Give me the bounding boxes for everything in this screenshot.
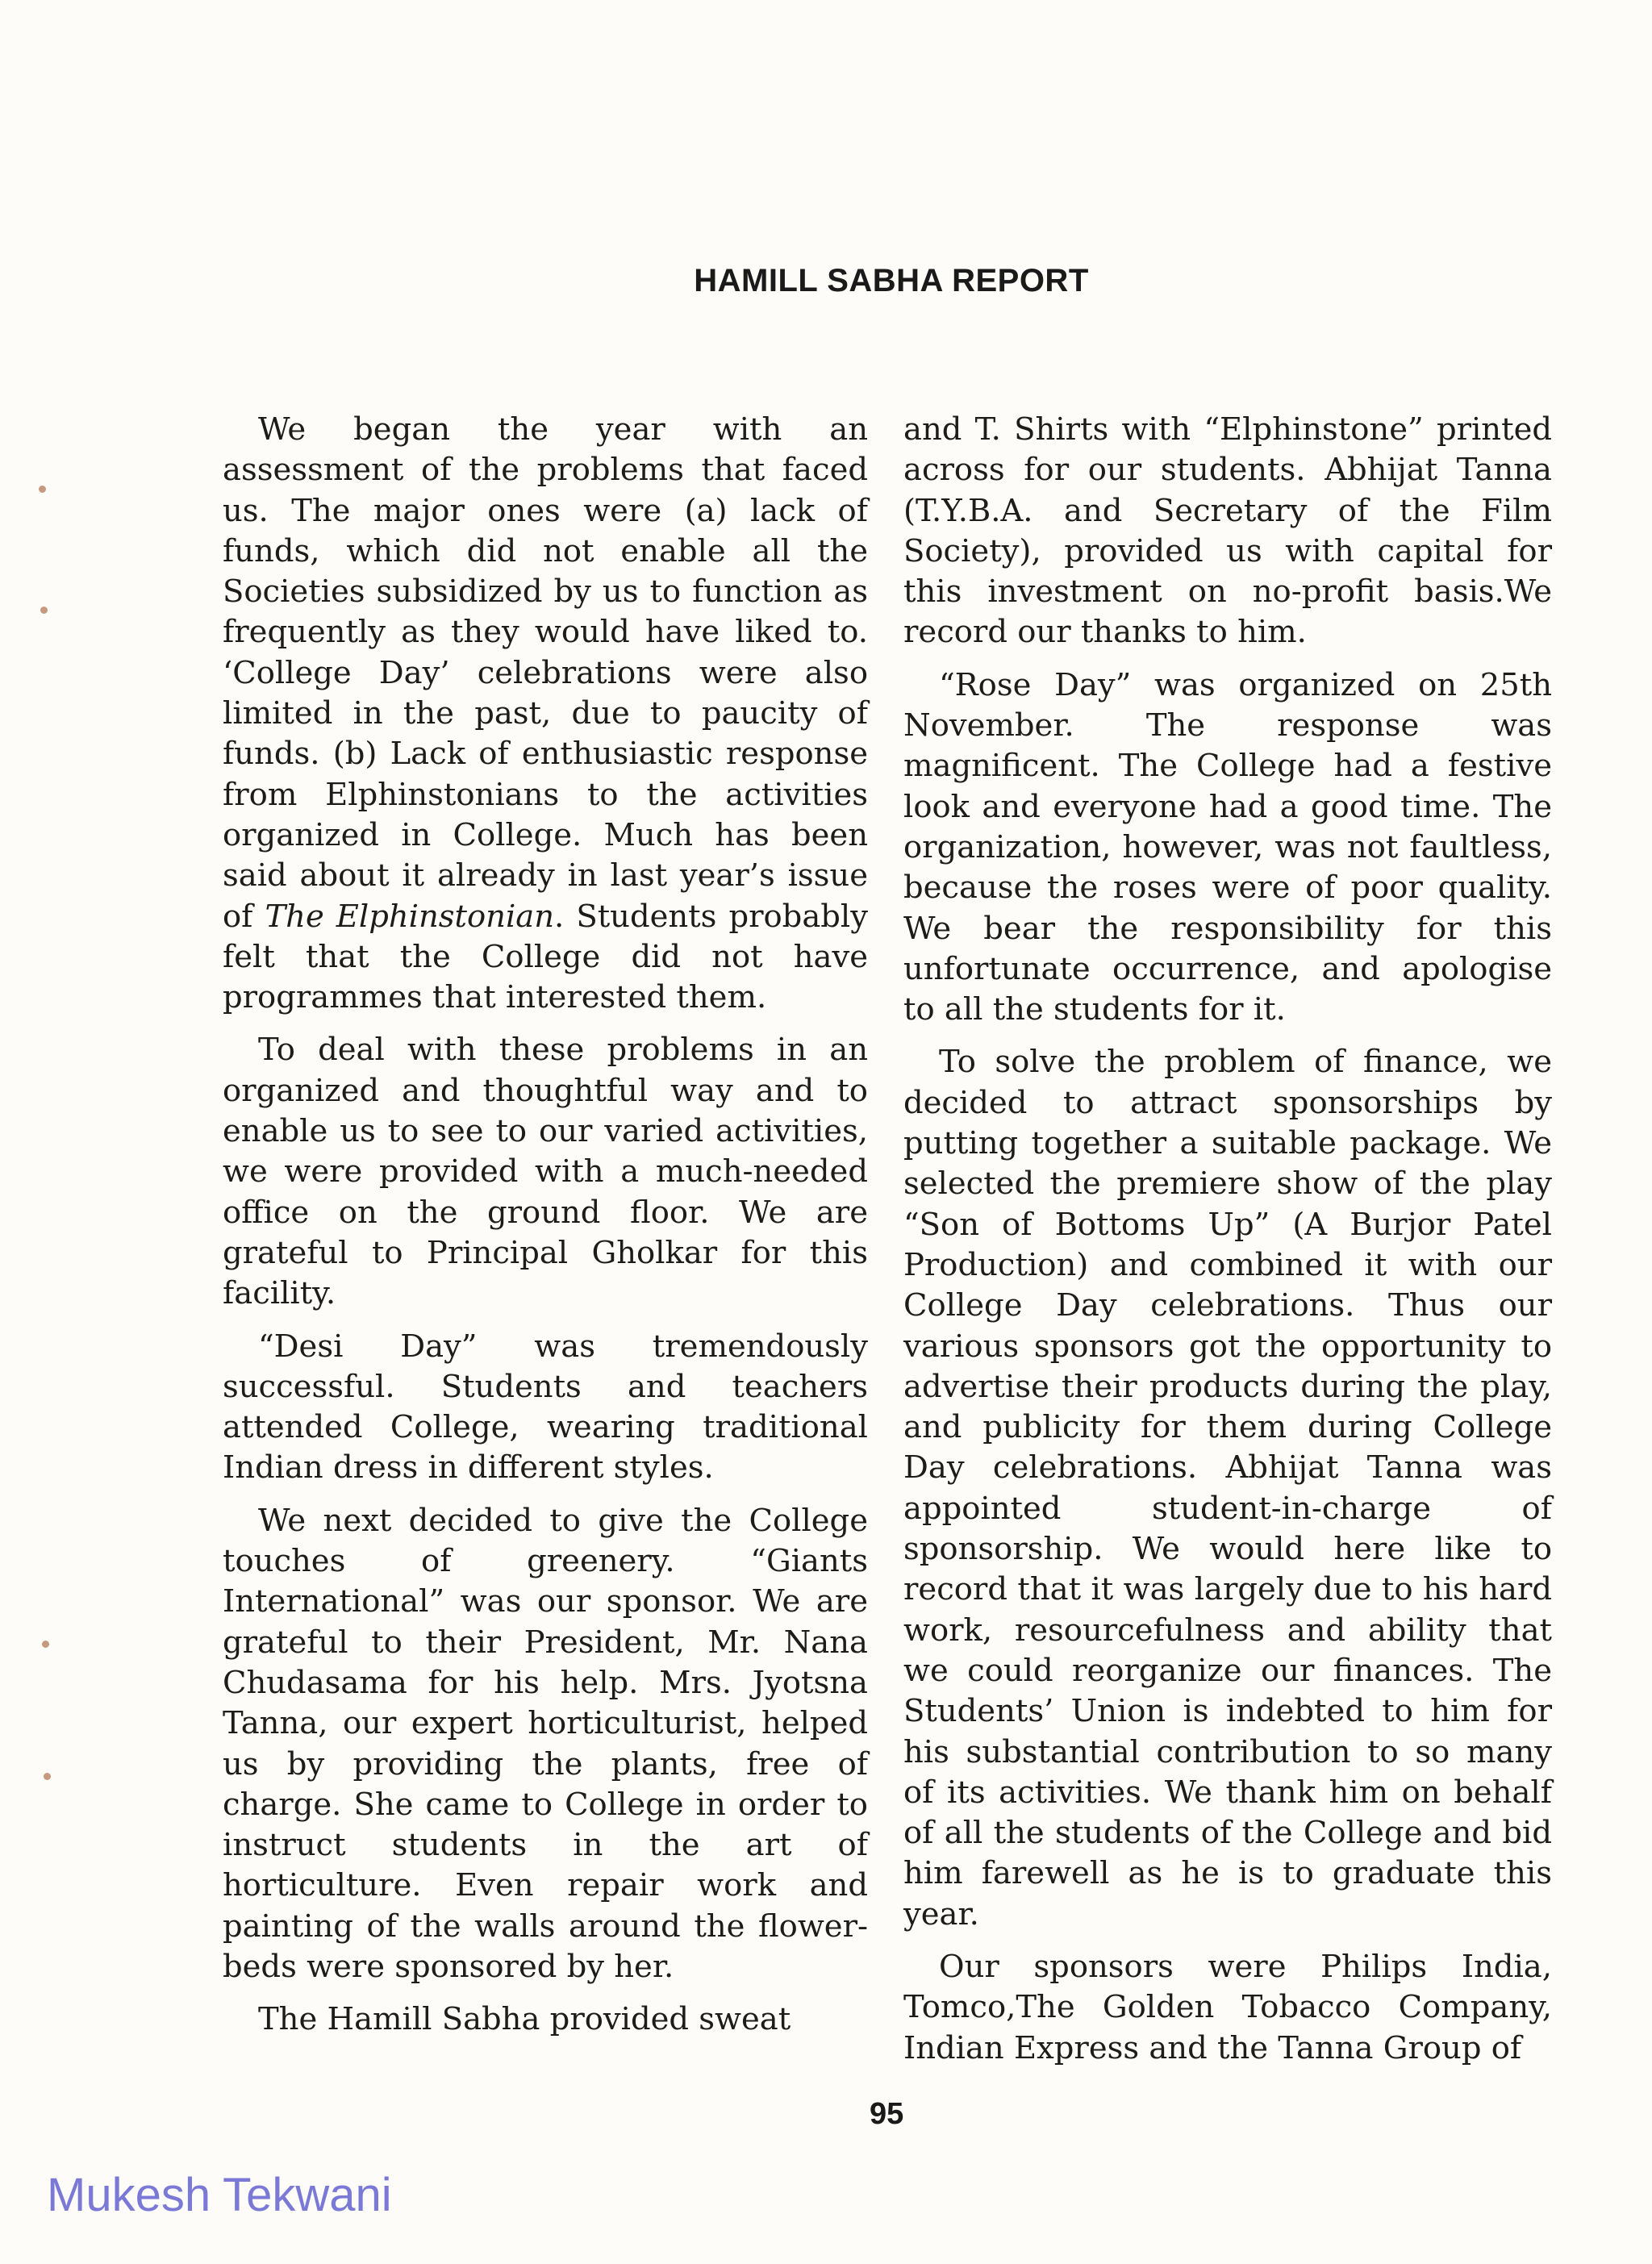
paragraph-text: . Students probably felt that the College did not have programmes that interested them. [223,898,868,1016]
punch-mark [42,1641,49,1648]
paragraph: “Desi Day” was tremendously successful. Students and teachers attended College, wearing traditional Indian dress in different styles. [223,1328,868,1486]
punch-mark [44,1773,51,1780]
punch-mark [39,486,46,493]
magazine-title: The Elphinstonian [265,898,555,935]
paragraph: and T. Shirts with “Elphinstone” printed across for our students. Abhijat Tanna (T.Y.B.A. and Secretary of the Film Society), provided us with capital for this investment on no-profit basis.We record our thanks to him. [903,411,1552,651]
paragraph: “Rose Day” was organized on 25th November. The response was magnificent. The College had a festive look and everyone had a good time. The organization, however, was not faultless, because the roses were of poor quality. We bear the responsibility for this unfortunate occurrence, and apologise to all the students for it. [903,666,1552,1028]
punch-mark [40,607,48,614]
left-column [223,410,868,2053]
paragraph: We next decided to give the College touches of greenery. “Giants International” was our sponsor. We are grateful to their President, Mr. Nana Chudasama for his help. Mrs. Jyotsna Tanna, our expert horticulturist, helped us by providing the plants, free of charge. She came to College in order to instruct students in the art of horticulture. Even repair work and painting of the walls around the flower-beds were sponsored by her. [223,1502,868,1985]
paragraph: To solve the problem of finance, we decided to attract sponsorships by putting together a suitable package. We selected the premiere show of the play “Son of Bottoms Up” (A Burjor Patel Production) and combined it with our College Day celebrations. Thus our various sponsors got the opportunity to advertise their products during the play, and publicity for them during College Day celebrations. Abhijat Tanna was appointed student-in-charge of sponsorship. We would here like to record that it was largely due to his hard work, resourcefulness and ability that we could reorganize our finances. The Students’ Union is indebted to him for his substantial contribution to so many of its activities. We thank him on behalf of all the students of the College and bid him farewell as he is to graduate this year. [903,1044,1552,1933]
paragraph: The Hamill Sabha provided sweat [258,2001,791,2038]
paragraph-text: We began the year with an assessment of the problems that faced us. The major ones were (a) lack of funds, which did not enable all the Societies subsidized by us to function as frequently as they would have liked to. ‘College Day’ celebrations were also limited in the past, due to paucity of funds. (b) Lack of enthusiastic response from Elphinstonians to the activities organized in College. Much has been said about it already in last year’s issue of [223,411,868,935]
paragraph: Our sponsors were Philips India, Tomco,The Golden Tobacco Company, Indian Express and the Tanna Group of [903,1948,1552,2066]
page-title: HAMILL SABHA REPORT [694,263,1089,298]
paragraph: To deal with these problems in an organized and thoughtful way and to enable us to see to our varied activities, we were provided with a much-needed office on the ground floor. We are grateful to Principal Gholkar for this facility. [223,1032,868,1312]
paragraph [223,410,868,1018]
watermark: Mukesh Tekwani [47,2169,392,2221]
right-column [903,410,1552,2081]
page-number: 95 [870,2097,904,2131]
